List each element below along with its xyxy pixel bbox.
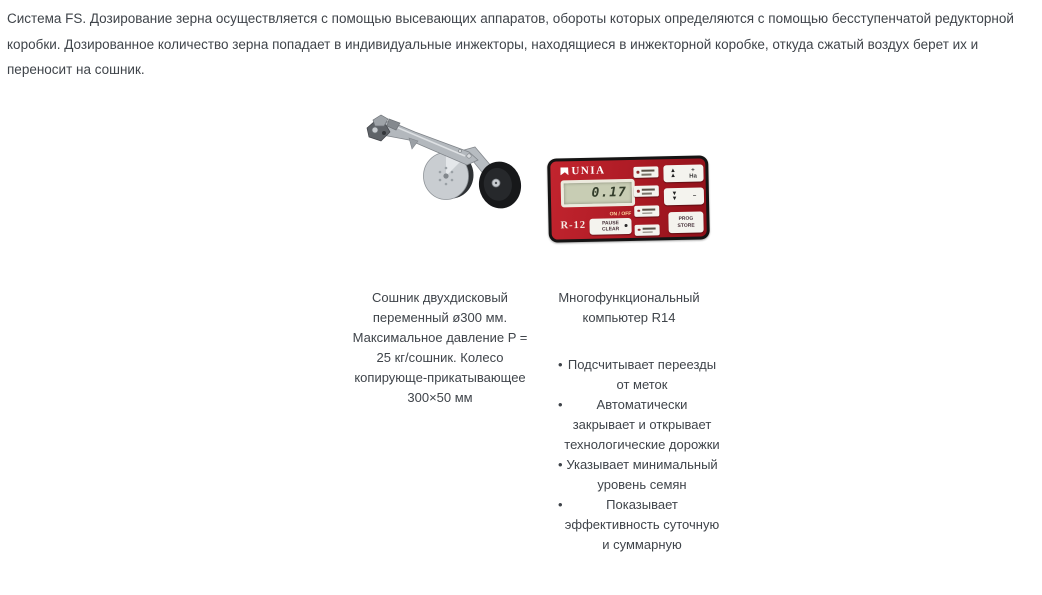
- feature-text: Показывает эффективность суточную и суммарную: [564, 497, 720, 552]
- increase-button: [663, 164, 703, 182]
- onoff-label: ON / OFF: [609, 210, 632, 218]
- led-dot: [625, 224, 628, 227]
- button-glyph: [643, 231, 653, 233]
- function-button: [634, 186, 659, 198]
- coulter-illustration: [365, 114, 525, 216]
- model-label: R-12: [560, 219, 587, 232]
- plus-label: +: [691, 167, 695, 174]
- prog-label: PROG: [678, 215, 694, 222]
- store-label: STORE: [677, 222, 695, 229]
- feature-text: Автоматически закрывает и открывает технологические дорожки: [564, 397, 720, 452]
- button-glyph: [643, 227, 656, 229]
- bullet-icon: •: [558, 397, 563, 412]
- list-item: [538, 355, 720, 395]
- function-button: [633, 166, 658, 178]
- up-arrows-icon: [670, 169, 676, 179]
- button-glyph: [642, 212, 652, 214]
- increase-labels: [689, 167, 697, 179]
- list-item: [538, 495, 720, 555]
- decrease-labels: [693, 193, 697, 199]
- coulter-caption: Сошник двухдисковый переменный ø300 мм. Максимальное давление P = 25 кг/сошник. Колесо копирующе-прикатывающее 300×50 мм: [352, 290, 528, 405]
- device-face: [550, 158, 707, 239]
- unia-logo-icon: [560, 167, 568, 175]
- ha-label: Ha: [689, 173, 698, 180]
- button-dot-icon: [638, 229, 641, 232]
- feature-list: [538, 355, 720, 555]
- button-glyph: [642, 189, 655, 191]
- computer-title: Многофункциональный компьютер R14: [558, 290, 700, 325]
- function-button: [634, 205, 659, 217]
- list-item: [538, 395, 720, 455]
- lcd-value: 0.17: [591, 185, 628, 201]
- button-glyph: [641, 169, 654, 171]
- list-item: [538, 455, 720, 495]
- bullet-icon: •: [558, 497, 563, 512]
- decrease-button: [664, 187, 704, 205]
- arrow-down-icon: ▼: [671, 190, 678, 197]
- function-buttons: [633, 166, 659, 236]
- button-glyph: [641, 174, 651, 176]
- arrow-down-icon: ▼: [671, 195, 678, 202]
- arrow-up-icon: ▲: [669, 167, 677, 174]
- bullet-icon: •: [558, 457, 563, 472]
- pause-label: PAUSE: [602, 220, 619, 227]
- button-glyph: [642, 208, 655, 210]
- down-arrows-icon: [671, 191, 677, 201]
- unia-brand: [560, 164, 605, 177]
- feature-text: Подсчитывает переезды от меток: [567, 357, 717, 392]
- button-glyph: [642, 193, 652, 195]
- intro-paragraph: Система FS. Дозирование зерна осуществляется с помощью высевающих аппаратов, обороты которых определяются с помощью бесступенчатой редукторной коробки. Дозированное количество зерна попадает в индивидуальные инжекторы, находящиеся в инжекторной коробке, откуда сжатый воздух берет их и переносит на сошник.: [7, 11, 1014, 77]
- minus-label: −: [692, 193, 697, 200]
- pause-clear-button: [589, 218, 631, 235]
- button-dot-icon: [637, 209, 640, 212]
- computer-image: [547, 155, 710, 242]
- bullet-icon: •: [558, 357, 563, 372]
- brand-text: UNIA: [571, 164, 606, 178]
- clear-label: CLEAR: [601, 226, 620, 233]
- button-dot-icon: [636, 171, 639, 174]
- function-button: [635, 224, 660, 236]
- feature-text: Указывает минимальный уровень семян: [566, 457, 718, 492]
- lcd-display: [561, 179, 636, 208]
- computer-description: [538, 288, 720, 555]
- button-dot-icon: [637, 190, 640, 193]
- coulter-image: [365, 114, 525, 216]
- arrow-up-icon: ▲: [670, 172, 677, 179]
- prog-store-button: [668, 211, 703, 233]
